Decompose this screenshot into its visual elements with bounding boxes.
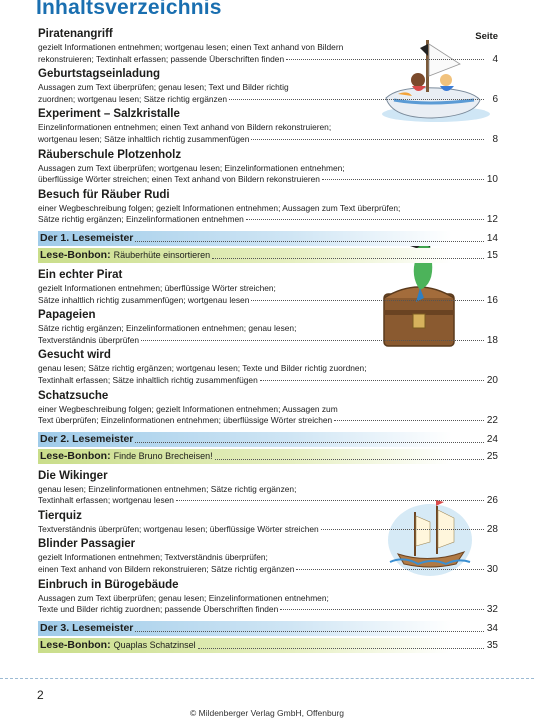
entry-title: Experiment – Salzkristalle xyxy=(38,108,180,121)
lesemeister-band[interactable] xyxy=(38,432,498,447)
band-title: Lese-Bonbon: xyxy=(40,639,111,652)
page-ref: 34 xyxy=(486,622,498,634)
page-ref: 14 xyxy=(486,232,498,244)
page-ref: 35 xyxy=(486,639,498,651)
toc-entry[interactable] xyxy=(38,537,498,575)
dot-leader xyxy=(280,609,484,610)
dot-leader xyxy=(251,139,484,140)
band-title: Der 1. Lesemeister xyxy=(40,232,134,245)
page-ref: 18 xyxy=(486,334,498,346)
entry-description: Texte und Bilder richtig zuordnen; passende Überschriften finden xyxy=(38,604,279,615)
page-ref: 28 xyxy=(486,523,498,535)
entry-description: Textinhalt erfassen; wortgenau lesen xyxy=(38,495,174,506)
entry-description: genau lesen; Einzelinformationen entnehmen; Sätze richtig ergänzen; xyxy=(38,483,297,494)
entry-description: wortgenau lesen; Sätze inhaltlich richtig zusammenfügen xyxy=(38,133,250,144)
toc-entry[interactable] xyxy=(38,348,498,386)
entry-description: einen Text anhand von Bildern rekonstruieren; Sätze richtig ergänzen xyxy=(38,564,295,575)
toc-entry[interactable] xyxy=(38,27,498,65)
entry-title: Blinder Passagier xyxy=(38,538,136,551)
lese-bonbon-band[interactable] xyxy=(38,248,498,263)
dot-leader xyxy=(322,179,484,180)
entry-description: Aussagen zum Text überprüfen; genau lesen; Einzelinformationen entnehmen; xyxy=(38,592,329,603)
entry-title: Besuch für Räuber Rudi xyxy=(38,188,170,201)
entry-title: Schatzsuche xyxy=(38,389,109,402)
entry-description: Aussagen zum Text überprüfen; wortgenau lesen; Einzelinformationen entnehmen; xyxy=(38,162,345,173)
entry-description: Aussagen zum Text überprüfen; genau lesen; Text und Bilder richtig xyxy=(38,82,289,93)
toc-entry[interactable] xyxy=(38,67,498,105)
dot-leader xyxy=(251,300,484,301)
dot-leader xyxy=(215,459,484,460)
entry-description: rekonstruieren; Textinhalt erfassen; passende Überschriften finden xyxy=(38,53,285,64)
dot-leader xyxy=(286,59,484,60)
copyright-notice: © Mildenberger Verlag GmbH, Offenburg xyxy=(190,708,344,718)
lesemeister-band[interactable] xyxy=(38,621,498,636)
entry-description: Sätze richtig ergänzen; Einzelinformationen entnehmen; genau lesen; xyxy=(38,323,297,334)
dot-leader xyxy=(135,442,484,443)
entry-title: Ein echter Pirat xyxy=(38,268,123,281)
dot-leader xyxy=(135,631,484,632)
entry-title: Geburtstagseinladung xyxy=(38,68,161,81)
dot-leader xyxy=(334,420,484,421)
lese-bonbon-band[interactable] xyxy=(38,638,498,653)
toc-entry[interactable] xyxy=(38,188,498,226)
page-title: Inhaltsverzeichnis xyxy=(36,0,222,19)
lesemeister-band[interactable] xyxy=(38,231,498,246)
dot-leader xyxy=(321,529,484,530)
entry-title: Räuberschule Plotzenholz xyxy=(38,148,182,161)
entry-description: zuordnen; wortgenau lesen; Sätze richtig ergänzen xyxy=(38,93,228,104)
band-title: Der 2. Lesemeister xyxy=(40,433,134,446)
entry-description: einer Wegbeschreibung folgen; gezielt Informationen entnehmen; Aussagen zum Text überprüfen; xyxy=(38,202,401,213)
entry-title: Gesucht wird xyxy=(38,349,111,362)
band-title: Lese-Bonbon: xyxy=(40,249,111,262)
dot-leader xyxy=(260,380,484,381)
band-subtitle: Quaplas Schatzinsel xyxy=(113,640,196,651)
page-number: 2 xyxy=(37,688,44,702)
entry-title: Piratenangriff xyxy=(38,28,113,40)
entry-description: Textverständnis überprüfen; wortgenau lesen; überflüssige Wörter streichen xyxy=(38,523,319,534)
entry-title: Einbruch in Bürogebäude xyxy=(38,578,179,591)
page-ref: 12 xyxy=(486,214,498,226)
entry-description: Einzelinformationen entnehmen; einen Text anhand von Bildern rekonstruieren; xyxy=(38,122,332,133)
toc-entry[interactable] xyxy=(38,389,498,427)
toc-entry[interactable] xyxy=(38,308,498,346)
table-of-contents xyxy=(38,27,498,653)
dot-leader xyxy=(246,219,484,220)
lese-bonbon-band[interactable] xyxy=(38,449,498,464)
entry-description: Sätze inhaltlich richtig zusammenfügen; wortgenau lesen xyxy=(38,294,250,305)
page-ref: 8 xyxy=(492,133,498,145)
dot-leader xyxy=(198,648,484,649)
page-ref: 32 xyxy=(486,604,498,616)
toc-entry[interactable] xyxy=(38,578,498,616)
entry-title: Tierquiz xyxy=(38,509,82,522)
page-ref: 22 xyxy=(486,415,498,427)
page-ref: 26 xyxy=(486,495,498,507)
band-subtitle: Räuberhüte einsortieren xyxy=(113,250,211,261)
footer-divider xyxy=(0,678,534,679)
entry-description: genau lesen; Sätze richtig ergänzen; wortgenau lesen; Texte und Bilder richtig zuordnen; xyxy=(38,363,367,374)
toc-entry[interactable] xyxy=(38,148,498,186)
page-ref: 10 xyxy=(486,174,498,186)
band-title: Lese-Bonbon: xyxy=(40,450,111,463)
page-ref: 6 xyxy=(492,93,498,105)
dot-leader xyxy=(135,241,484,242)
dot-leader xyxy=(212,258,484,259)
entry-title: Papageien xyxy=(38,309,96,322)
page-ref: 30 xyxy=(486,564,498,576)
entry-description: Textverständnis überprüfen xyxy=(38,334,140,345)
entry-description: einer Wegbeschreibung folgen; gezielt Informationen entnehmen; Aussagen zum xyxy=(38,403,338,414)
entry-description: gezielt Informationen entnehmen; wortgenau lesen; einen Text anhand von Bildern xyxy=(38,42,344,52)
entry-description: gezielt Informationen entnehmen; Textverständnis überprüfen; xyxy=(38,552,268,563)
dot-leader xyxy=(141,340,484,341)
page-ref: 15 xyxy=(486,249,498,261)
page-ref: 4 xyxy=(492,53,498,65)
band-title: Der 3. Lesemeister xyxy=(40,622,134,635)
page-ref: 24 xyxy=(486,433,498,445)
page-ref: 20 xyxy=(486,374,498,386)
page-ref: 25 xyxy=(486,450,498,462)
toc-entry[interactable] xyxy=(38,509,498,536)
page-column-label: Seite xyxy=(475,31,498,42)
toc-entry[interactable] xyxy=(38,268,498,306)
entry-description: Text überprüfen; Einzelinformationen entnehmen; überflüssige Wörter streichen xyxy=(38,415,333,426)
entry-description: Sätze richtig ergänzen; Einzelinformationen entnehmen xyxy=(38,214,244,225)
entry-description: Textinhalt erfassen; Sätze inhaltlich richtig zusammenfügen xyxy=(38,374,258,385)
page-ref: 16 xyxy=(486,294,498,306)
entry-description: gezielt Informationen entnehmen; überflüssige Wörter streichen; xyxy=(38,282,276,293)
entry-description: überflüssige Wörter streichen; einen Text anhand von Bildern rekonstruieren xyxy=(38,174,320,185)
toc-entry[interactable] xyxy=(38,469,498,507)
toc-entry[interactable] xyxy=(38,107,498,145)
dot-leader xyxy=(176,500,484,501)
band-subtitle: Finde Bruno Brecheisen! xyxy=(113,451,213,462)
dot-leader xyxy=(296,569,484,570)
entry-title: Die Wikinger xyxy=(38,469,108,482)
dot-leader xyxy=(229,99,484,100)
